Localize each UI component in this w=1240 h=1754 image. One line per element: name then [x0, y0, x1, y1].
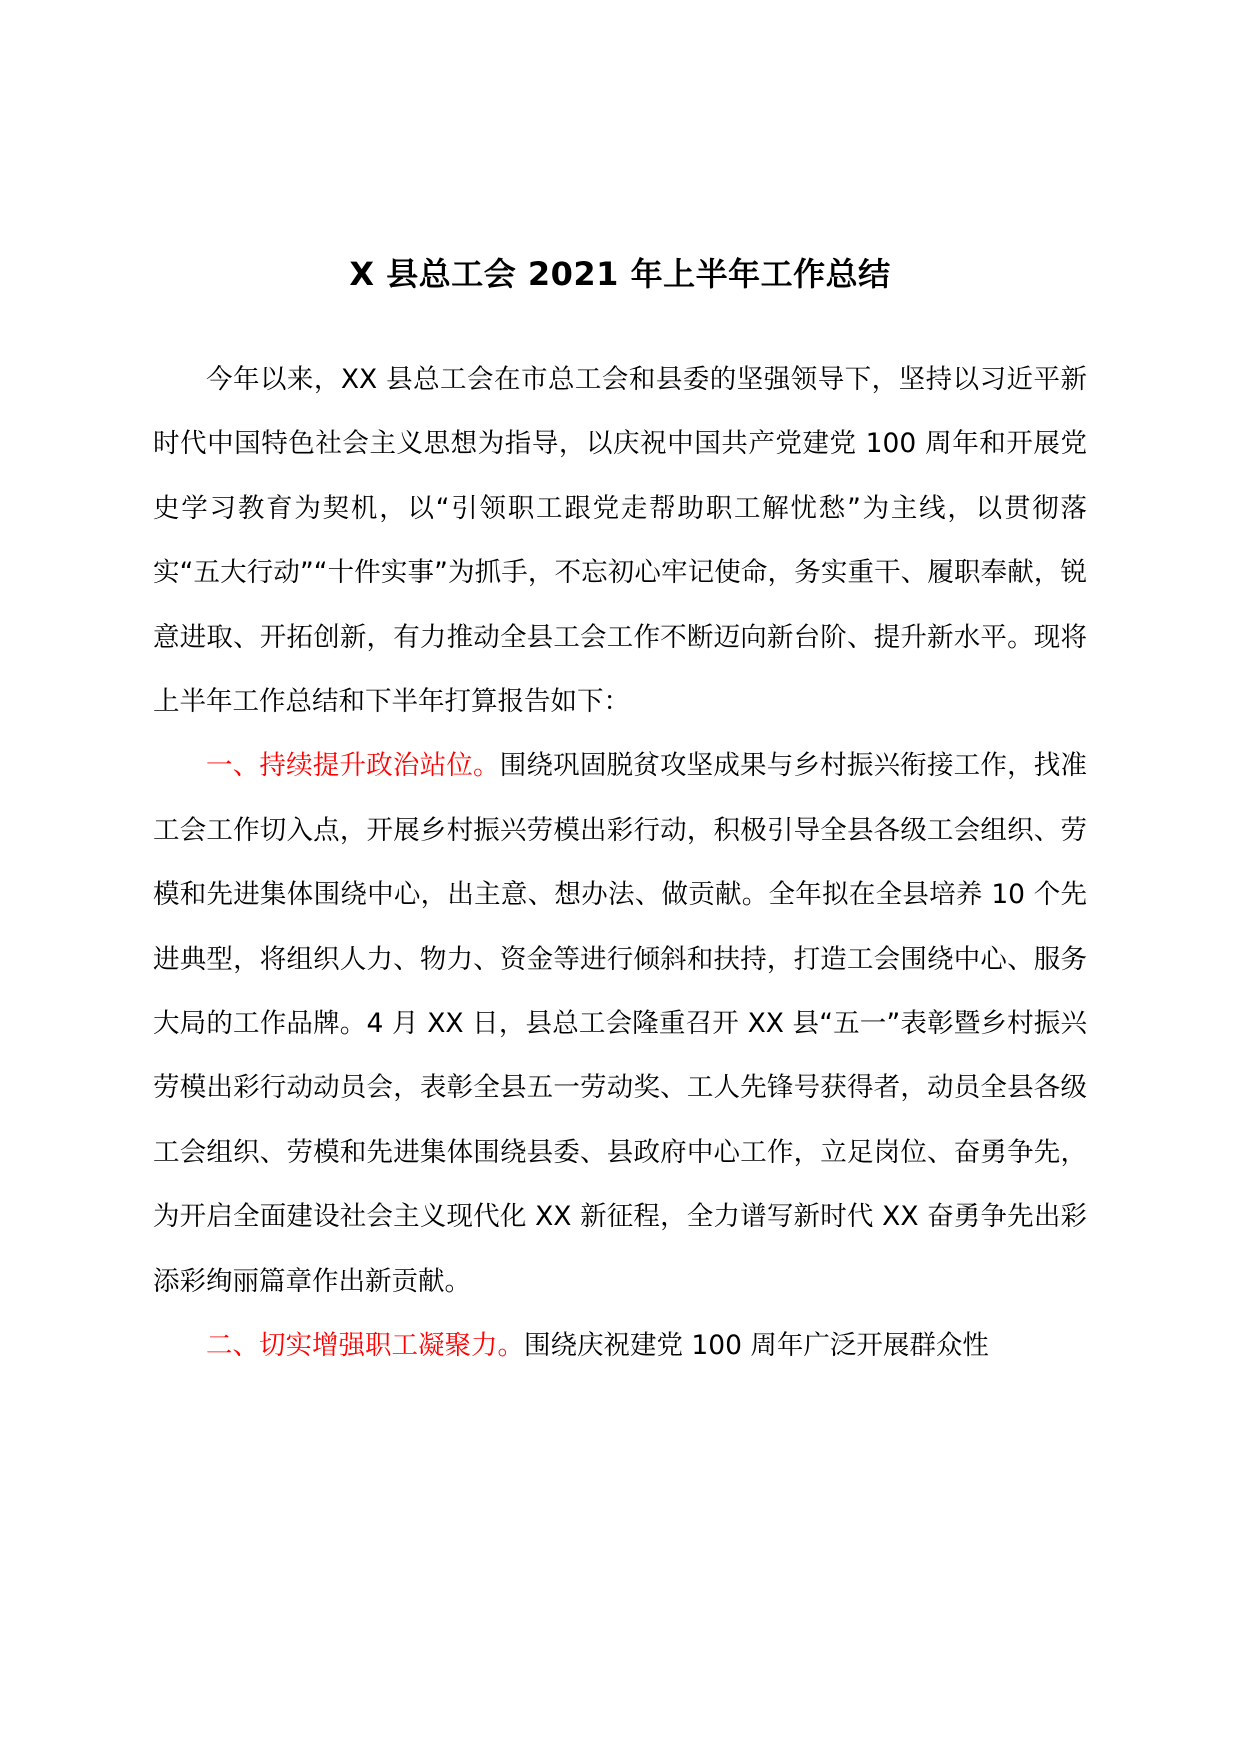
paragraph-section-1	[153, 734, 1087, 1314]
paragraph-text: 围绕巩固脱贫攻坚成果与乡村振兴衔接工作，找准工会工作切入点，开展乡村振兴劳模出彩行动，积极引导全县各级工会组织、劳模和先进集体围绕中心，出主意、想办法、做贡献。全年拟在全县培养 10 个先进典型，将组织人力、物力、资金等进行倾斜和扶持，打造工会围绕中心、服务大局的工作品牌。4 月 XX 日，县总工会隆重召开 XX 县“五一”表彰暨乡村振兴劳模出彩行动动员会，表彰全县五一劳动奖、工人先锋号获得者，动员全县各级工会组织、劳模和先进集体围绕县委、县政府中心工作，立足岗位、奋勇争先，为开启全面建设社会主义现代化 XX 新征程，全力谱写新时代 XX 奋勇争先出彩添彩绚丽篇章作出新贡献。	[153, 750, 1087, 1297]
paragraph-intro	[153, 348, 1087, 734]
section-heading: 二、切实增强职工凝聚力。	[206, 1330, 524, 1362]
paragraph-text: 围绕庆祝建党 100 周年广泛开展群众性	[524, 1330, 989, 1362]
paragraph-section-2	[153, 1314, 1087, 1378]
paragraph-text: 今年以来，XX 县总工会在市总工会和县委的坚强领导下，坚持以习近平新时代中国特色社会主义思想为指导，以庆祝中国共产党建党 100 周年和开展党史学习教育为契机，以“引领职工跟党走帮助职工解忧愁”为主线，以贯彻落实“五大行动”“十件实事”为抓手，不忘初心牢记使命，务实重干、履职奉献，锐意进取、开拓创新，有力推动全县工会工作不断迈向新台阶、提升新水平。现将上半年工作总结和下半年打算报告如下：	[153, 364, 1087, 718]
document-body	[153, 348, 1087, 1379]
document-title: X 县总工会 2021 年上半年工作总结	[349, 255, 891, 293]
section-heading: 一、持续提升政治站位。	[206, 750, 500, 782]
